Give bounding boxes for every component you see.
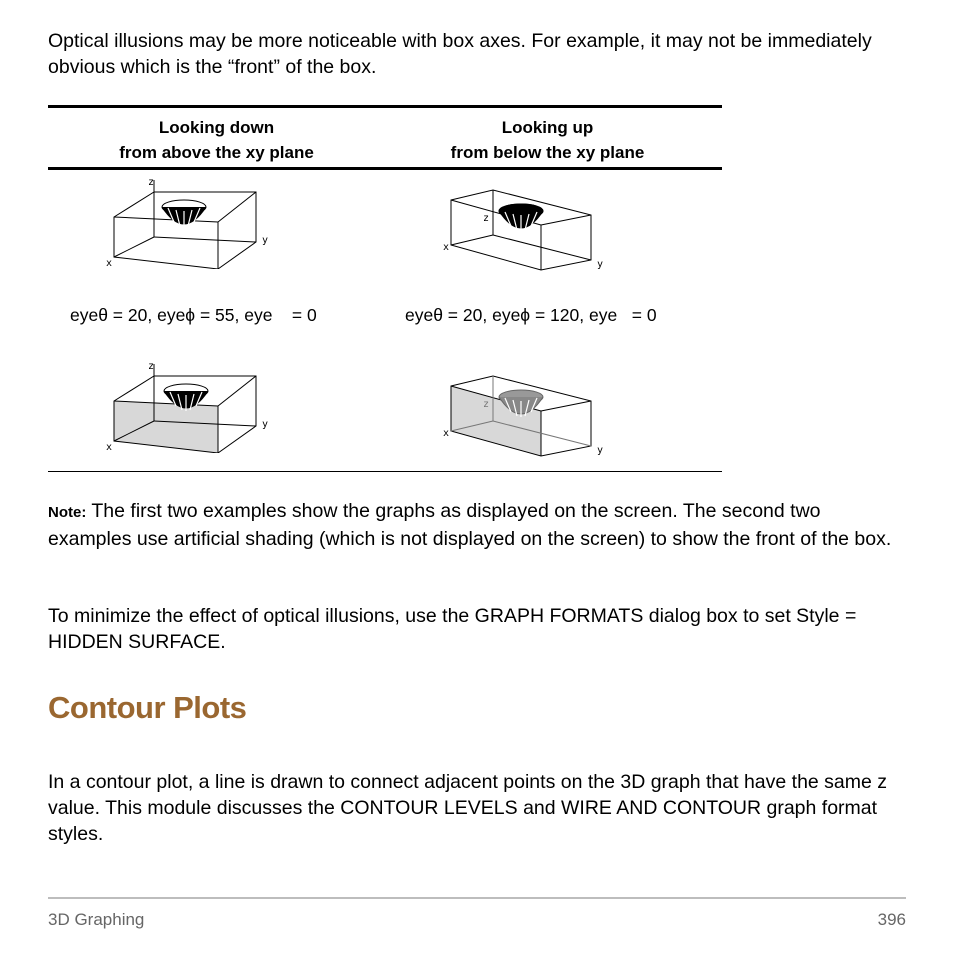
hidden-surface-paragraph: To minimize the effect of optical illusions, use the GRAPH FORMATS dialog box to set Style = HIDDEN SURFACE.	[48, 605, 857, 653]
y-axis-label: y	[597, 259, 604, 270]
y-axis-label: y	[262, 419, 269, 430]
table-header-rule	[48, 167, 722, 170]
note-label: Note:	[48, 504, 87, 521]
column-header-looking-up: Looking up from below the xy plane	[450, 118, 645, 162]
z-axis-label: z	[483, 213, 490, 224]
z-axis-label: z	[148, 177, 155, 188]
shaded-box-plot-looking-down	[104, 361, 284, 453]
z-axis-label: z	[148, 361, 155, 372]
caption-looking-up: eyeθ = 20, eyeϕ = 120, eye = 0	[405, 305, 657, 325]
x-axis-label: x	[443, 428, 450, 439]
footer-page-number: 396	[877, 910, 906, 929]
note-text: The first two examples show the graphs as displayed on the screen. The second two examples use artificial shading (which is not displayed on the screen) to show the front of the box.	[48, 500, 892, 550]
box-plot-looking-up	[441, 185, 621, 277]
x-axis-label: x	[443, 242, 450, 253]
section-heading: Contour Plots	[48, 690, 247, 725]
contour-intro-paragraph: In a contour plot, a line is drawn to connect adjacent points on the 3D graph that have the same z value. This module discusses the CONTOUR LEVELS and WIRE AND CONTOUR graph format styles.	[48, 771, 888, 845]
y-axis-label: y	[597, 445, 604, 456]
x-axis-label: x	[106, 442, 113, 453]
column-header-looking-down: Looking down from above the xy plane	[119, 118, 314, 162]
shaded-box-plot-looking-up	[441, 371, 621, 463]
y-axis-label: y	[262, 235, 269, 246]
table-bottom-rule	[48, 471, 722, 472]
x-axis-label: x	[106, 258, 113, 269]
z-axis-label: z	[483, 399, 490, 410]
footer-rule	[48, 897, 906, 899]
caption-looking-down: eyeθ = 20, eyeϕ = 55, eye = 0	[70, 305, 317, 325]
note-paragraph	[48, 498, 908, 552]
footer-section-name: 3D Graphing	[48, 910, 145, 929]
illusion-figure-table	[48, 105, 722, 472]
intro-paragraph: Optical illusions may be more noticeable with box axes. For example, it may not be immediately obvious which is the “front” of the box.	[48, 30, 872, 78]
table-top-rule	[48, 105, 722, 108]
box-plot-looking-down	[104, 177, 284, 269]
